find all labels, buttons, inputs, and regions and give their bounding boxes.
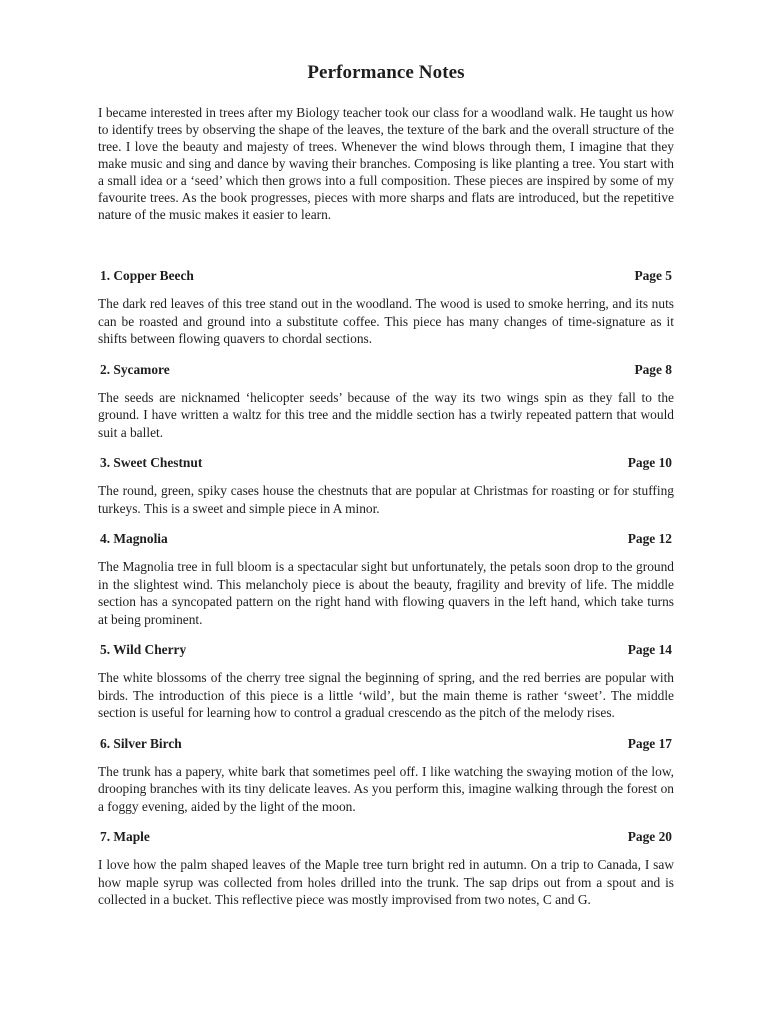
piece-page-ref: Page 10 bbox=[627, 455, 672, 470]
piece-page-ref: Page 17 bbox=[627, 735, 672, 751]
piece-entry bbox=[98, 829, 674, 909]
piece-entry bbox=[98, 736, 674, 816]
piece-description: The Magnolia tree in full bloom is a spectacular sight but unfortunately, the petals soon drop to the ground in the slightest wind. This melancholy piece is about the beauty, fragility and brevity of life. The middle section has a syncopated pattern on the right hand with flowing quavers in the left hand, which take turns at being prominent. bbox=[98, 559, 674, 627]
piece-page-ref: Page 20 bbox=[627, 829, 672, 844]
piece-entry bbox=[98, 268, 674, 348]
piece-page-ref: Page 5 bbox=[634, 268, 672, 283]
piece-entry bbox=[98, 362, 674, 442]
piece-description: The seeds are nicknamed ‘helicopter seeds’ because of the way its two wings spin as they fall to the ground. I have written a waltz for this tree and the middle section has a twirly repeated pattern that would suit a ballet. bbox=[98, 389, 674, 440]
piece-page-ref: Page 12 bbox=[627, 531, 672, 546]
piece-title: 3. Sweet Chestnut bbox=[100, 455, 203, 470]
page-title: Performance Notes bbox=[307, 62, 465, 83]
piece-entry bbox=[98, 531, 674, 628]
piece-description: The trunk has a papery, white bark that sometimes peel off. I like watching the swaying motion of the low, drooping branches with its tiny delicate leaves. As you perform this, imagine walking through the forest on a foggy evening, aided by the light of the moon. bbox=[98, 763, 674, 814]
piece-page-ref: Page 8 bbox=[634, 361, 672, 377]
piece-title: 7. Maple bbox=[100, 829, 150, 844]
piece-heading-row bbox=[98, 642, 674, 658]
piece-title: 1. Copper Beech bbox=[100, 268, 194, 283]
piece-heading-row bbox=[98, 268, 674, 284]
piece-title: 6. Silver Birch bbox=[100, 735, 182, 751]
piece-title: 5. Wild Cherry bbox=[100, 642, 187, 657]
piece-heading-row bbox=[98, 736, 674, 752]
piece-page-ref: Page 14 bbox=[627, 642, 672, 657]
piece-description: The white blossoms of the cherry tree signal the beginning of spring, and the red berries are popular with birds. The introduction of this piece is a little ‘wild’, but the main theme is rather ‘sweet’. The middle section is useful for learning how to control a gradual crescendo as the pitch of the melody rises. bbox=[98, 670, 674, 720]
piece-description: I love how the palm shaped leaves of the Maple tree turn bright red in autumn. On a trip to Canada, I saw how maple syrup was collected from holes drilled into the trunk. The sap drips out from a spout and is collected in a bucket. This reflective piece was mostly improvised from two notes, C and G. bbox=[98, 857, 674, 907]
piece-heading-row bbox=[98, 829, 674, 845]
piece-entry bbox=[98, 455, 674, 517]
piece-heading-row bbox=[98, 362, 674, 378]
piece-description: The round, green, spiky cases house the chestnuts that are popular at Christmas for roasting or for stuffing turkeys. This is a sweet and simple piece in A minor. bbox=[98, 483, 674, 516]
document-page bbox=[98, 62, 674, 923]
piece-entry bbox=[98, 642, 674, 722]
piece-heading-row bbox=[98, 531, 674, 547]
piece-title: 4. Magnolia bbox=[100, 531, 168, 546]
piece-description: The dark red leaves of this tree stand out in the woodland. The wood is used to smoke herring, and its nuts can be roasted and ground into a substitute coffee. This piece has many changes of time-signature as it shifts between flowing quavers to chordal sections. bbox=[98, 296, 674, 346]
intro-paragraph: I became interested in trees after my Biology teacher took our class for a woodland walk. He taught us how to identify trees by observing the shape of the leaves, the texture of the bark and the overall structure of the tree. I love the beauty and majesty of trees. Whenever the wind blows through them, I imagine that they make music and sing and dance by waving their branches. Composing is like planting a tree. You start with a small idea or a ‘seed’ which then grows into a full composition. These pieces are inspired by some of my favourite trees. As the book progresses, pieces with more sharps and flats are introduced, but the repetitive nature of the music makes it easier to learn. bbox=[98, 105, 674, 222]
piece-title: 2. Sycamore bbox=[100, 361, 170, 377]
piece-heading-row bbox=[98, 455, 674, 471]
